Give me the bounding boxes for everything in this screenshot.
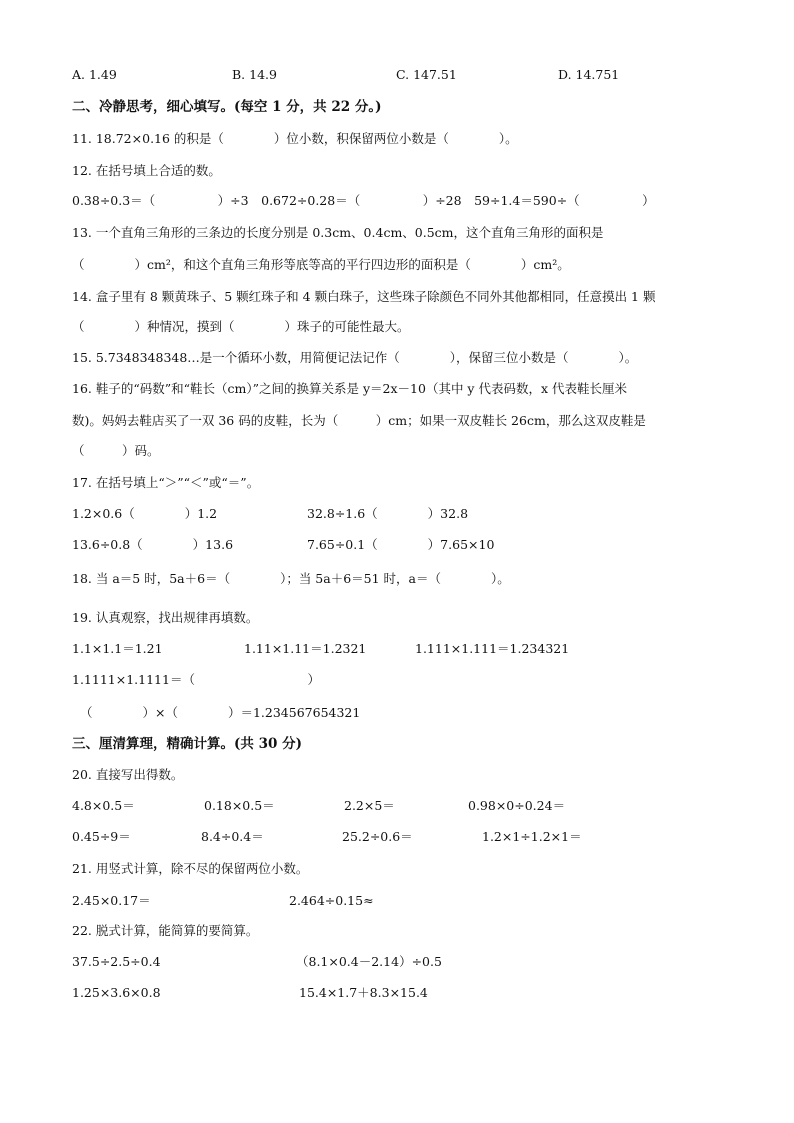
question-17-item: 1.2×0.6（ ）1.2 [72,506,218,521]
question-21-item: 2.464÷0.15≈ [289,893,374,908]
question-17-item: 13.6÷0.8（ ）13.6 [72,537,234,552]
question-19-pattern: 1.111×1.111＝1.234321 [415,641,570,656]
question-17-item: 32.8÷1.6（ ）32.8 [307,506,469,521]
question-20-item: 25.2÷0.6＝ [342,829,413,844]
question-16-line2: 数)。妈妈去鞋店买了一双 36 码的皮鞋，长为（ ）cm；如果一双皮鞋长 26cm，那么这双皮鞋是 [72,413,646,428]
question-19-row3: （ ）×（ ）＝1.234567654321 [80,705,361,720]
question-20-stem: 20. 直接写出得数。 [72,767,184,782]
question-19-pattern: 1.1×1.1＝1.21 [72,641,163,656]
question-17-stem: 17. 在括号填上“＞”“＜”或“＝”。 [72,475,260,490]
question-13-line2: （ ）cm²，和这个直角三角形等底等高的平行四边形的面积是（ ）cm²。 [72,257,570,272]
option-b: B. 14.9 [232,67,277,82]
question-12-items: 0.38÷0.3＝（ ）÷3 0.672÷0.28＝（ ）÷28 59÷1.4＝590÷（ ） [72,193,655,208]
question-15: 15. 5.7348348348…是一个循环小数，用简便记法记作（ ），保留三位小数是（ ）。 [72,350,638,365]
question-22-item: 1.25×3.6×0.8 [72,985,161,1000]
question-22-item: 15.4×1.7＋8.3×15.4 [299,985,428,1000]
question-20-item: 8.4÷0.4＝ [201,829,264,844]
option-c: C. 147.51 [396,67,457,82]
question-11: 11. 18.72×0.16 的积是（ ）位小数，积保留两位小数是（ ）。 [72,131,518,146]
question-19-row2: 1.1111×1.1111＝（ ） [72,672,320,687]
section-3-heading: 三、厘清算理，精确计算。(共 30 分) [72,736,302,752]
option-a: A. 1.49 [72,67,117,82]
question-14-line1: 14. 盒子里有 8 颗黄珠子、5 颗红珠子和 4 颗白珠子，这些珠子除颜色不同外其他都相同，任意摸出 1 颗 [72,289,656,304]
question-22-stem: 22. 脱式计算，能简算的要简算。 [72,923,259,938]
question-22-item: 37.5÷2.5÷0.4 [72,954,161,969]
question-22-item: （8.1×0.4－2.14）÷0.5 [296,954,442,969]
question-18: 18. 当 a＝5 时，5a＋6＝（ ）；当 5a＋6＝51 时，a＝（ ）。 [72,571,510,586]
question-20-item: 2.2×5＝ [344,798,395,813]
question-20-item: 0.18×0.5＝ [204,798,275,813]
question-20-item: 0.98×0÷0.24＝ [468,798,566,813]
question-21-stem: 21. 用竖式计算，除不尽的保留两位小数。 [72,861,309,876]
question-20-item: 1.2×1÷1.2×1＝ [482,829,582,844]
question-16-line3: （ ）码。 [72,443,160,458]
question-20-item: 0.45÷9＝ [72,829,131,844]
question-19-stem: 19. 认真观察，找出规律再填数。 [72,610,259,625]
question-20-item: 4.8×0.5＝ [72,798,135,813]
question-21-item: 2.45×0.17＝ [72,893,151,908]
question-16-line1: 16. 鞋子的“码数”和“鞋长（cm）”之间的换算关系是 y＝2x－10（其中 y 代表码数，x 代表鞋长厘米 [72,381,627,396]
question-19-pattern: 1.11×1.11＝1.2321 [244,641,367,656]
question-17-item: 7.65÷0.1（ ）7.65×10 [307,537,495,552]
option-d: D. 14.751 [558,67,620,82]
section-2-heading: 二、冷静思考，细心填写。(每空 1 分，共 22 分。) [72,99,382,115]
question-12-stem: 12. 在括号填上合适的数。 [72,163,221,178]
question-13-line1: 13. 一个直角三角形的三条边的长度分别是 0.3cm、0.4cm、0.5cm，这个直角三角形的面积是 [72,225,604,240]
question-14-line2: （ ）种情况，摸到（ ）珠子的可能性最大。 [72,319,410,334]
